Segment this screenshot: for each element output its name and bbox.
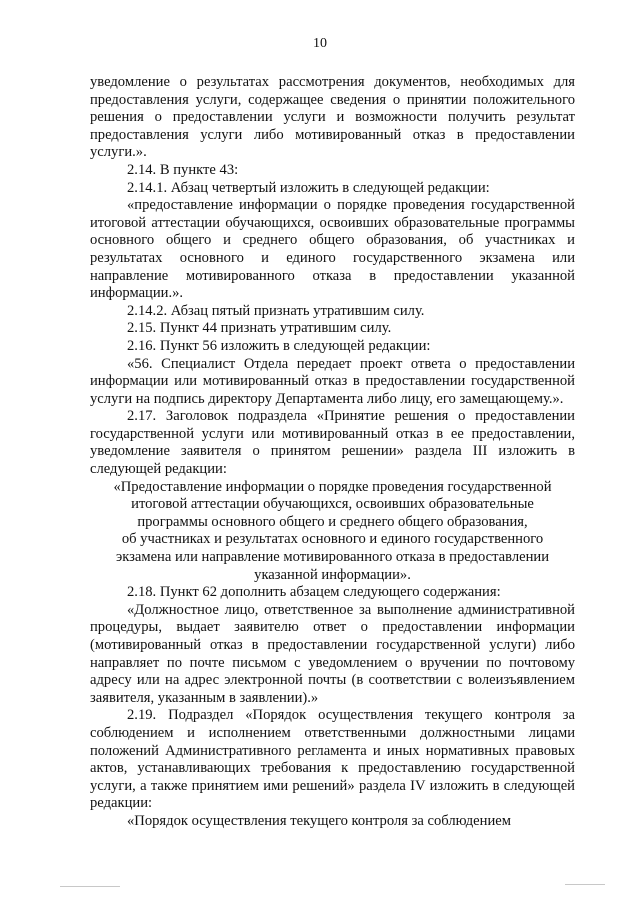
paragraph-quote-control: «Порядок осуществления текущего контроля за соблюдением bbox=[127, 812, 511, 829]
paragraph-quote-56: «56. Специалист Отдела передает проект ответа о предоставлении информации или мотивированный отказ в предоставлении государственной услуги на подпись директору Департамента либо лицу, его замещающему.». bbox=[90, 355, 575, 407]
paragraph-2-17: 2.17. Заголовок подраздела «Принятие решения о предоставлении государственной услуги или мотивированный отказ в ее предоставлении, уведомление заявителя о принятом решении» раздела III изложить в следующей редакции: bbox=[90, 408, 575, 478]
paragraph-quote-official: «Должностное лицо, ответственное за выполнение административной процедуры, выдает заявителю ответ о предоставлении информации (мотивированный отказ в предоставлении государственной услуги) либо направляет по почте письмом с уведомлением о вручении по почтовому адресу или на адрес электронной почты (в соответствии с волеизъявлением заявителя, указанным в заявлении).» bbox=[90, 601, 575, 706]
centered-heading-line: указанной информации». bbox=[254, 566, 411, 583]
paragraph-2-14-2: 2.14.2. Абзац пятый признать утратившим силу. bbox=[127, 302, 425, 319]
centered-heading-line: программы основного общего и среднего общего образования, bbox=[137, 513, 528, 530]
paragraph-continuation: уведомление о результатах рассмотрения документов, необходимых для предоставления услуги, содержащее сведения о принятии положительного решения о предоставлении услуги и возможности получить результат предоставления услуги либо мотивированный отказ в предоставлении услуги.». bbox=[90, 74, 575, 161]
paragraph-2-16: 2.16. Пункт 56 изложить в следующей редакции: bbox=[127, 337, 431, 354]
paragraph-2-18: 2.18. Пункт 62 дополнить абзацем следующего содержания: bbox=[127, 584, 501, 601]
paragraph-2-14-1: 2.14.1. Абзац четвертый изложить в следующей редакции: bbox=[127, 179, 490, 196]
paragraph-2-15: 2.15. Пункт 44 признать утратившим силу. bbox=[127, 320, 392, 337]
paragraph-2-19: 2.19. Подраздел «Порядок осуществления текущего контроля за соблюдением и исполнением ответственными должностными лицами положений Административного регламента и иных нормативных правовых актов, устанавливающих требования к предоставлению государственной услуги, а также принятием ими решений» раздела IV изложить в следующей редакции: bbox=[90, 707, 575, 812]
centered-heading-line: экзамена или направление мотивированного отказа в предоставлении bbox=[115, 549, 550, 566]
centered-heading-line: «Предоставление информации о порядке проведения государственной bbox=[113, 478, 552, 495]
page-number: 10 bbox=[313, 36, 327, 51]
centered-heading-line: об участниках и результатах основного и единого государственного bbox=[121, 531, 544, 548]
centered-heading-line: итоговой аттестации обучающихся, освоивших образовательные bbox=[131, 496, 534, 513]
scan-artifact bbox=[60, 886, 120, 887]
document-body bbox=[90, 74, 575, 831]
paragraph-quote-provision: «предоставление информации о порядке проведения государственной итоговой аттестации обучающихся, освоивших образовательные программы основного общего и среднего общего образования, об участниках и результатах основного и единого государственного экзамена или направление мотивированного отказа в предоставлении указанной информации.». bbox=[90, 197, 575, 302]
scan-artifact bbox=[565, 884, 605, 885]
centered-heading bbox=[90, 479, 575, 585]
paragraph-2-14: 2.14. В пункте 43: bbox=[127, 161, 239, 178]
